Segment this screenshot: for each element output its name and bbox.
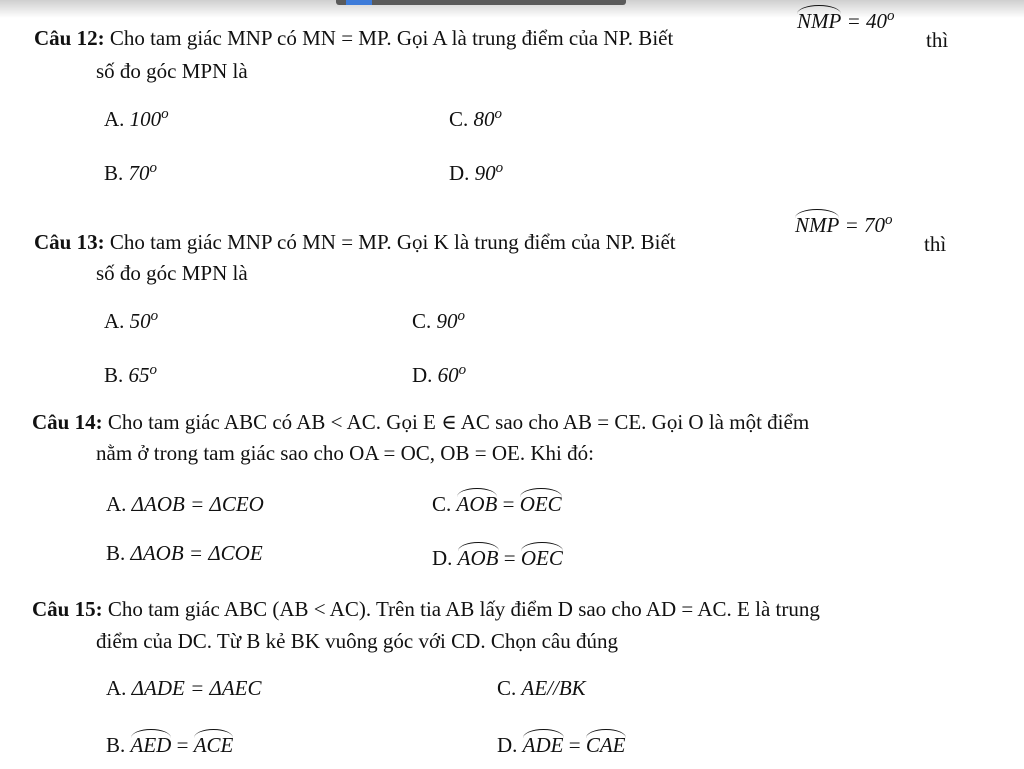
question-13-line2: số đo góc MPN là xyxy=(96,261,248,285)
option-value: 90 xyxy=(474,161,496,185)
question-tail: thì xyxy=(926,28,949,52)
degree-sign: o xyxy=(458,362,467,378)
option-letter: C. xyxy=(497,676,517,700)
option-letter: C. xyxy=(449,107,469,131)
angle-right: OEC xyxy=(519,492,562,516)
degree-sign: o xyxy=(149,362,158,378)
question-13-line1 xyxy=(34,230,676,255)
option-value: 100 xyxy=(129,107,162,131)
option-letter: C. xyxy=(412,309,432,333)
degree-sign: o xyxy=(457,308,466,324)
option-d[interactable] xyxy=(497,733,626,758)
option-b[interactable] xyxy=(104,160,157,186)
option-letter: C. xyxy=(432,492,452,516)
window-title-bar xyxy=(336,0,626,5)
option-value: 70 xyxy=(128,161,150,185)
option-c[interactable] xyxy=(412,308,465,334)
option-letter: A. xyxy=(106,492,127,516)
degree-sign: o xyxy=(495,160,504,176)
question-label: Câu 13: xyxy=(34,230,105,254)
option-a[interactable] xyxy=(106,676,261,701)
degree-sign: o xyxy=(161,106,169,122)
angle-left: AOB xyxy=(457,546,499,570)
question-text: Cho tam giác ABC (AB < AC). Trên tia AB lấy điểm D sao cho AD = AC. E là trung xyxy=(107,597,820,621)
question-12-line1 xyxy=(34,26,673,51)
equals-sign: = xyxy=(503,546,516,570)
option-a[interactable] xyxy=(106,492,264,517)
option-c[interactable] xyxy=(449,106,502,132)
angle-value: = 40 xyxy=(846,9,887,33)
option-b[interactable] xyxy=(106,733,233,758)
question-12-line2: số đo góc MPN là xyxy=(96,59,248,83)
option-letter: D. xyxy=(432,546,453,570)
option-value: 65 xyxy=(128,363,150,387)
angle-expression xyxy=(797,8,895,34)
angle-value: = 70 xyxy=(844,213,885,237)
option-d[interactable] xyxy=(449,160,503,186)
question-text: Cho tam giác MNP có MN = MP. Gọi K là trung điểm của NP. Biết xyxy=(109,230,676,254)
option-letter: B. xyxy=(104,363,124,387)
angle-right: OEC xyxy=(520,546,563,570)
option-letter: D. xyxy=(449,161,470,185)
option-letter: A. xyxy=(104,107,125,131)
option-d[interactable] xyxy=(412,362,466,388)
degree-sign: o xyxy=(494,106,503,122)
angle-expression xyxy=(795,212,893,238)
option-letter: B. xyxy=(106,733,126,757)
option-expression: ΔADE = ΔAEC xyxy=(131,676,262,700)
question-15-line1 xyxy=(32,597,820,622)
option-letter: A. xyxy=(104,309,125,333)
question-text: Cho tam giác ABC có AB < AC. Gọi E ∈ AC sao cho AB = CE. Gọi O là một điểm xyxy=(107,410,810,434)
question-tail: thì xyxy=(924,232,947,256)
option-c[interactable] xyxy=(497,676,586,701)
option-value: 80 xyxy=(473,107,495,131)
option-letter: A. xyxy=(106,676,127,700)
angle-right: ACE xyxy=(193,733,234,757)
angle-left: AOB xyxy=(456,492,498,516)
option-c[interactable] xyxy=(432,492,562,517)
option-value: 50 xyxy=(129,309,151,333)
option-value: 60 xyxy=(437,363,459,387)
degree-sign: o xyxy=(885,212,893,228)
option-d[interactable] xyxy=(432,546,563,571)
option-a[interactable] xyxy=(104,308,158,334)
option-expression: ΔAOB = ΔCEO xyxy=(131,492,264,516)
option-expression: AE//BK xyxy=(521,676,586,700)
equals-sign: = xyxy=(568,733,581,757)
degree-sign: o xyxy=(887,8,895,24)
degree-sign: o xyxy=(150,308,159,324)
window-accent xyxy=(346,0,372,5)
angle-left: ADE xyxy=(522,733,564,757)
option-expression: ΔAOB = ΔCOE xyxy=(130,541,263,565)
angle-right: CAE xyxy=(585,733,626,757)
question-text: Cho tam giác MNP có MN = MP. Gọi A là trung điểm của NP. Biết xyxy=(109,26,674,50)
option-b[interactable] xyxy=(104,362,157,388)
angle-name: NMP xyxy=(795,213,840,237)
angle-name: NMP xyxy=(797,9,842,33)
question-label: Câu 14: xyxy=(32,410,103,434)
option-b[interactable] xyxy=(106,541,263,566)
equals-sign: = xyxy=(502,492,515,516)
equals-sign: = xyxy=(176,733,189,757)
question-15-line2: điểm của DC. Từ B kẻ BK vuông góc với CD. Chọn câu đúng xyxy=(96,629,618,653)
question-14-line1 xyxy=(32,410,809,435)
question-14-line2: nằm ở trong tam giác sao cho OA = OC, OB = OE. Khi đó: xyxy=(96,441,594,465)
option-letter: B. xyxy=(104,161,124,185)
angle-left: AED xyxy=(130,733,172,757)
degree-sign: o xyxy=(149,160,158,176)
question-label: Câu 12: xyxy=(34,26,105,50)
question-label: Câu 15: xyxy=(32,597,103,621)
option-letter: D. xyxy=(412,363,433,387)
option-value: 90 xyxy=(436,309,458,333)
option-letter: D. xyxy=(497,733,518,757)
option-a[interactable] xyxy=(104,106,169,132)
option-letter: B. xyxy=(106,541,126,565)
